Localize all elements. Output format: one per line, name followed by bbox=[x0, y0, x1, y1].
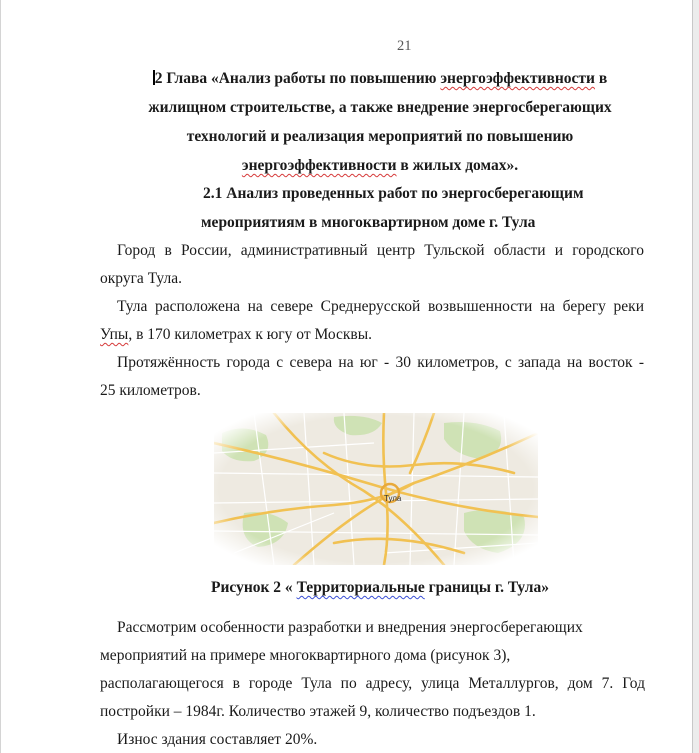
paragraph-3-line-1[interactable]: Протяжённость города с севера на юг - 30 километров, с запада на восток - bbox=[117, 354, 644, 371]
tula-map-figure[interactable] bbox=[214, 413, 538, 565]
page-left-edge bbox=[0, 0, 1, 753]
paragraph-1-line-2[interactable]: округа Тула. bbox=[100, 270, 182, 287]
caption-text: Рисунок 2 « bbox=[211, 579, 297, 596]
paragraph-4-line-1[interactable]: Рассмотрим особенности разработки и внедрения энергосберегающих bbox=[117, 619, 583, 636]
figure-caption[interactable] bbox=[100, 579, 660, 597]
section-heading-line-1[interactable]: 2.1 Анализ проведенных работ по энергосберегающим bbox=[203, 185, 584, 202]
paragraph-3-line-2[interactable]: 25 километров. bbox=[100, 382, 201, 399]
paragraph-2-line-1[interactable]: Тула расположена на севере Среднерусской возвышенности на берегу реки bbox=[117, 298, 644, 315]
paragraph-4-line-3[interactable]: располагающегося в городе Тула по адресу, улица Металлургов, дом 7. Год bbox=[100, 675, 645, 692]
chapter-heading-line-2[interactable]: жилищном строительстве, а также внедрение энергосберегающих bbox=[148, 99, 612, 116]
paragraph-4-line-4[interactable]: постройки – 1984г. Количество этажей 9, количество подъездов 1. bbox=[100, 703, 536, 720]
paragraph-1-line-1[interactable]: Город в России, административный центр Тульской области и городского bbox=[117, 242, 644, 259]
paragraph-text: , в 170 километрах к югу от Москвы. bbox=[128, 326, 373, 343]
chapter-heading-text: в bbox=[594, 70, 608, 87]
spelling-error-word[interactable]: Упы bbox=[100, 326, 129, 343]
chapter-heading-line-4[interactable] bbox=[100, 157, 660, 175]
chapter-heading-line-1[interactable] bbox=[100, 70, 660, 88]
section-heading-line-2[interactable]: мероприятиям в многоквартирном доме г. Тула bbox=[201, 214, 536, 231]
page-number: 21 bbox=[397, 38, 412, 54]
spelling-error-word[interactable]: энергоэффективности bbox=[241, 157, 397, 174]
page-right-shadow bbox=[693, 0, 699, 753]
spelling-error-word[interactable]: энергоэффективности bbox=[440, 70, 595, 87]
grammar-error-word[interactable]: Территориальные bbox=[296, 579, 425, 596]
chapter-heading-line-3[interactable]: технологий и реализация мероприятий по повышению bbox=[186, 128, 574, 145]
chapter-heading-text: 2 Глава «Анализ работы по повышению bbox=[154, 70, 441, 87]
caption-text: границы г. Тула» bbox=[424, 579, 549, 596]
paragraph-2-line-2[interactable] bbox=[100, 326, 372, 344]
map-edge-fade bbox=[214, 413, 538, 565]
paragraph-5-line-1[interactable]: Износ здания составляет 20%. bbox=[117, 731, 318, 748]
paragraph-4-line-2[interactable]: мероприятий на примере многоквартирного дома (рисунок 3), bbox=[100, 647, 511, 664]
chapter-heading-text: в жилых домах». bbox=[396, 157, 519, 174]
